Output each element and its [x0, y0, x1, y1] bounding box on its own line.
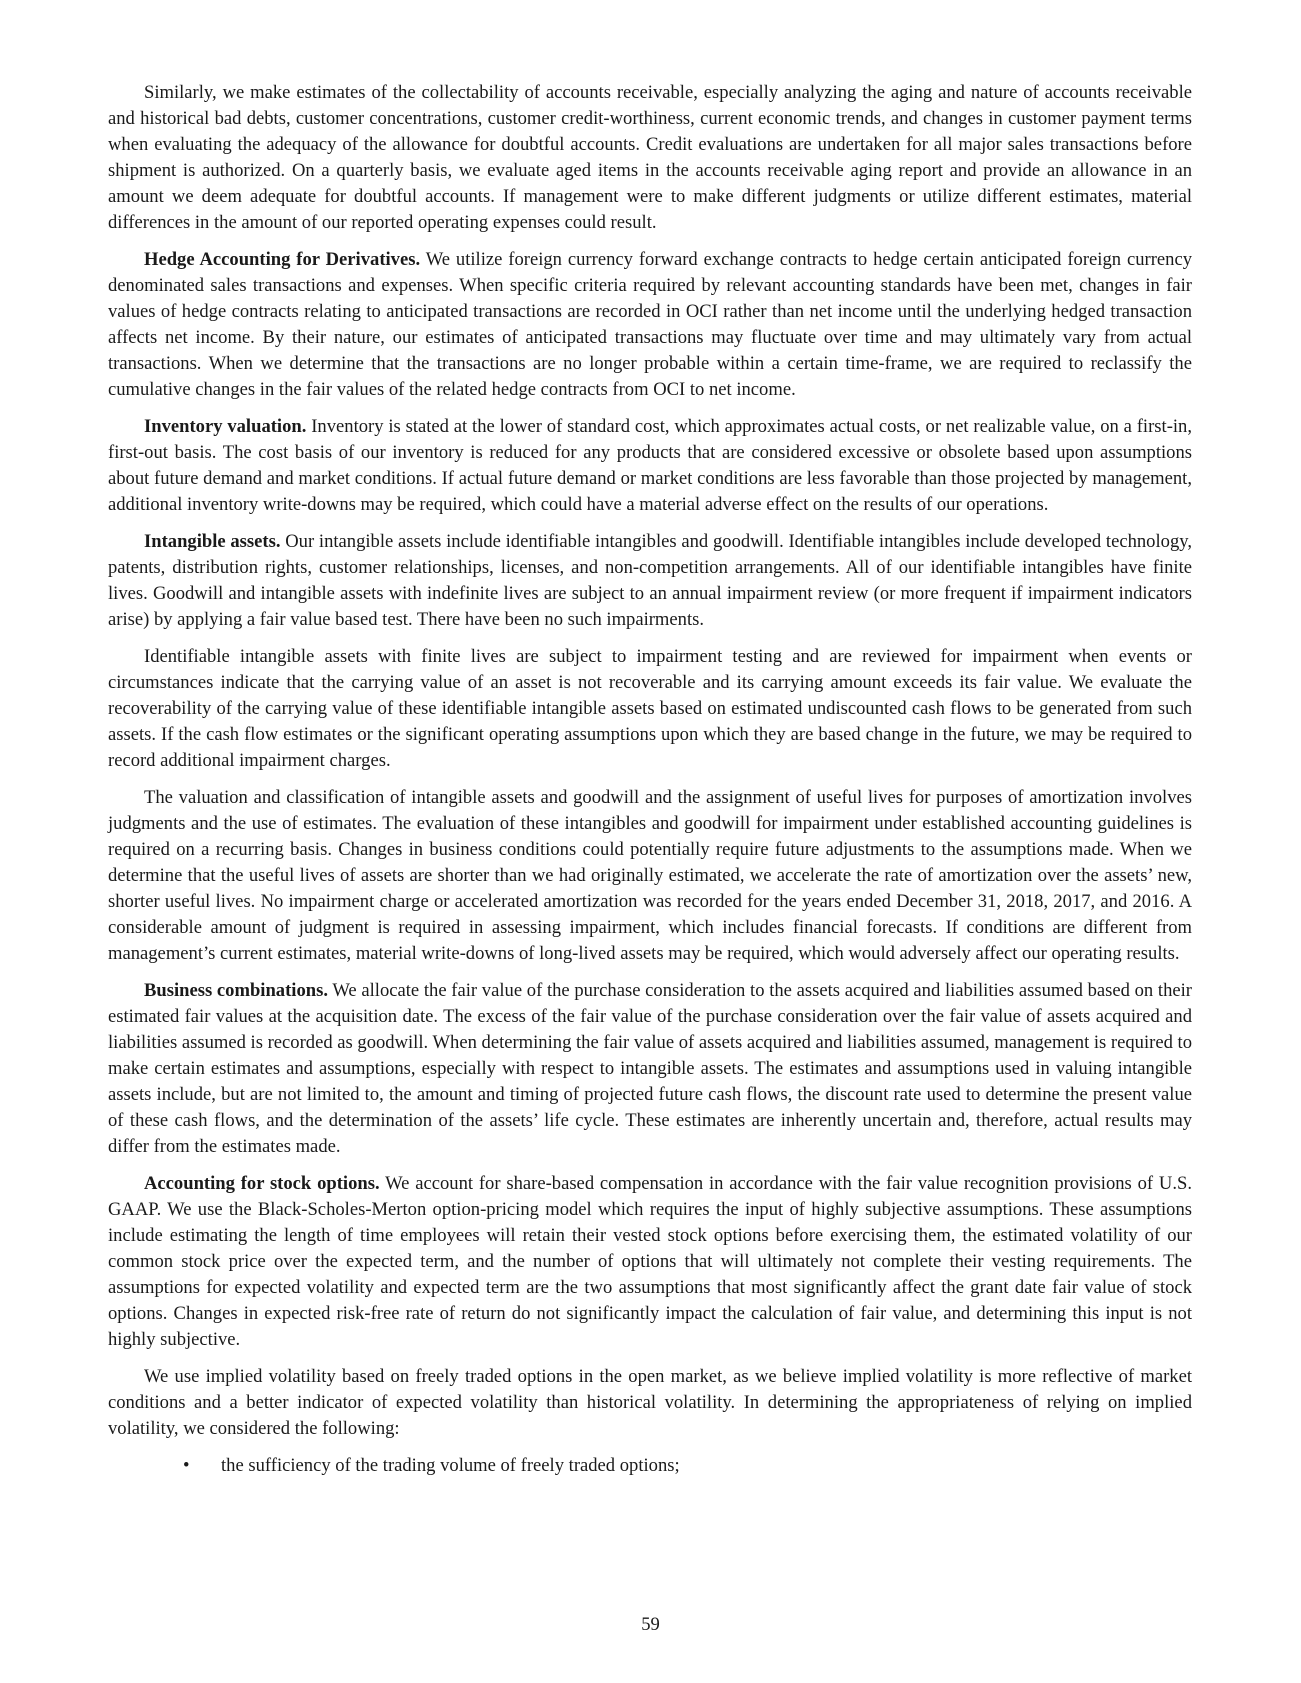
paragraph-intangible-assets	[108, 529, 1192, 633]
paragraph-text: We allocate the fair value of the purchase consideration to the assets acquired and liabilities assumed based on their estimated fair values at the acquisition date. The excess of the fair value of the purchase consideration over the fair value of assets acquired and liabilities assumed is recorded as goodwill. When determining the fair value of assets acquired and liabilities assumed, management is required to make certain estimates and assumptions, especially with respect to intangible assets. The estimates and assumptions used in valuing intangible assets include, but are not limited to, the amount and timing of projected future cash flows, the discount rate used to determine the present value of these cash flows, and the determination of the assets’ life cycle. These estimates are inherently uncertain and, therefore, actual results may differ from the estimates made.	[108, 980, 1193, 1157]
paragraph-finite-lives	[108, 644, 1192, 774]
paragraph-heading: Business combinations.	[144, 980, 328, 1001]
paragraph-receivables	[108, 80, 1192, 236]
paragraph-text: We utilize foreign currency forward exchange contracts to hedge certain anticipated foreign currency denominated sales transactions and expenses. When specific criteria required by relevant accounting standards have been met, changes in fair values of hedge contracts relating to anticipated transactions are recorded in OCI rather than net income until the underlying hedged transaction affects net income. By their nature, our estimates of anticipated transactions may fluctuate over time and may ultimately vary from actual transactions. When we determine that the transactions are no longer probable within a certain time-frame, we are required to reclassify the cumulative changes in the fair values of the related hedge contracts from OCI to net income.	[108, 249, 1192, 400]
paragraph-text: Inventory is stated at the lower of standard cost, which approximates actual costs, or net realizable value, on a first-in, first-out basis. The cost basis of our inventory is reduced for any products that are considered excessive or obsolete based upon assumptions about future demand and market conditions. If actual future demand or market conditions are less favorable than those projected by management, additional inventory write-downs may be required, which could have a material adverse effect on the results of our operations.	[108, 416, 1192, 515]
paragraph-heading: Inventory valuation.	[144, 416, 307, 437]
paragraph-heading: Intangible assets.	[144, 531, 281, 552]
list-item-text: the sufficiency of the trading volume of freely traded options;	[221, 1455, 680, 1476]
paragraph-text: The valuation and classification of intangible assets and goodwill and the assignment of useful lives for purposes of amortization involves judgments and the use of estimates. The evaluation of these intangibles and goodwill for impairment under established accounting guidelines is required on a recurring basis. Changes in business conditions could potentially require future adjustments to the assumptions made. When we determine that the useful lives of assets are shorter than we had originally estimated, we accelerate the rate of amortization over the assets’ new, shorter useful lives. No impairment charge or accelerated amortization was recorded for the years ended December 31, 2018, 2017, and 2016. A considerable amount of judgment is required in assessing impairment, which includes financial forecasts. If conditions are different from management’s current estimates, material write-downs of long-lived assets may be required, which would adversely affect our operating results.	[108, 787, 1192, 964]
paragraph-implied-volatility	[108, 1364, 1192, 1442]
document-page	[108, 80, 1192, 1479]
paragraph-heading: Hedge Accounting for Derivatives.	[144, 249, 421, 270]
paragraph-heading: Accounting for stock options.	[144, 1173, 380, 1194]
paragraph-text: Our intangible assets include identifiable intangibles and goodwill. Identifiable intangibles include developed technology, patents, distribution rights, customer relationships, licenses, and non-competition arrangements. All of our identifiable intangibles have finite lives. Goodwill and intangible assets with indefinite lives are subject to an annual impairment review (or more frequent if impairment indicators arise) by applying a fair value based test. There have been no such impairments.	[108, 531, 1192, 630]
page-number: 59	[641, 1614, 660, 1635]
paragraph-stock-options	[108, 1171, 1192, 1353]
paragraph-valuation-classification	[108, 785, 1192, 967]
paragraph-hedge-accounting	[108, 247, 1192, 403]
paragraph-inventory-valuation	[108, 414, 1192, 518]
paragraph-business-combinations	[108, 978, 1192, 1160]
paragraph-text: Similarly, we make estimates of the collectability of accounts receivable, especially analyzing the aging and nature of accounts receivable and historical bad debts, customer concentrations, customer credit-worthiness, current economic trends, and changes in customer payment terms when evaluating the adequacy of the allowance for doubtful accounts. Credit evaluations are undertaken for all major sales transactions before shipment is authorized. On a quarterly basis, we evaluate aged items in the accounts receivable aging report and provide an allowance in an amount we deem adequate for doubtful accounts. If management were to make different judgments or utilize different estimates, material differences in the amount of our reported operating expenses could result.	[108, 82, 1192, 233]
bullet-list	[108, 1453, 1192, 1479]
paragraph-text: We account for share-based compensation in accordance with the fair value recognition provisions of U.S. GAAP. We use the Black-Scholes-Merton option-pricing model which requires the input of highly subjective assumptions. These assumptions include estimating the length of time employees will retain their vested stock options before exercising them, the estimated volatility of our common stock price over the expected term, and the number of options that will ultimately not complete their vesting requirements. The assumptions for expected volatility and expected term are the two assumptions that most significantly affect the grant date fair value of stock options. Changes in expected risk-free rate of return do not significantly impact the calculation of fair value, and determining this input is not highly subjective.	[108, 1173, 1192, 1350]
paragraph-text: Identifiable intangible assets with finite lives are subject to impairment testing and are reviewed for impairment when events or circumstances indicate that the carrying value of an asset is not recoverable and its carrying amount exceeds its fair value. We evaluate the recoverability of the carrying value of these identifiable intangible assets based on estimated undiscounted cash flows to be generated from such assets. If the cash flow estimates or the significant operating assumptions upon which they are based change in the future, we may be required to record additional impairment charges.	[108, 646, 1192, 771]
list-item	[108, 1453, 1192, 1479]
paragraph-text: We use implied volatility based on freely traded options in the open market, as we believe implied volatility is more reflective of market conditions and a better indicator of expected volatility than historical volatility. In determining the appropriateness of relying on implied volatility, we considered the following:	[108, 1366, 1192, 1439]
bullet-icon: •	[183, 1455, 190, 1476]
